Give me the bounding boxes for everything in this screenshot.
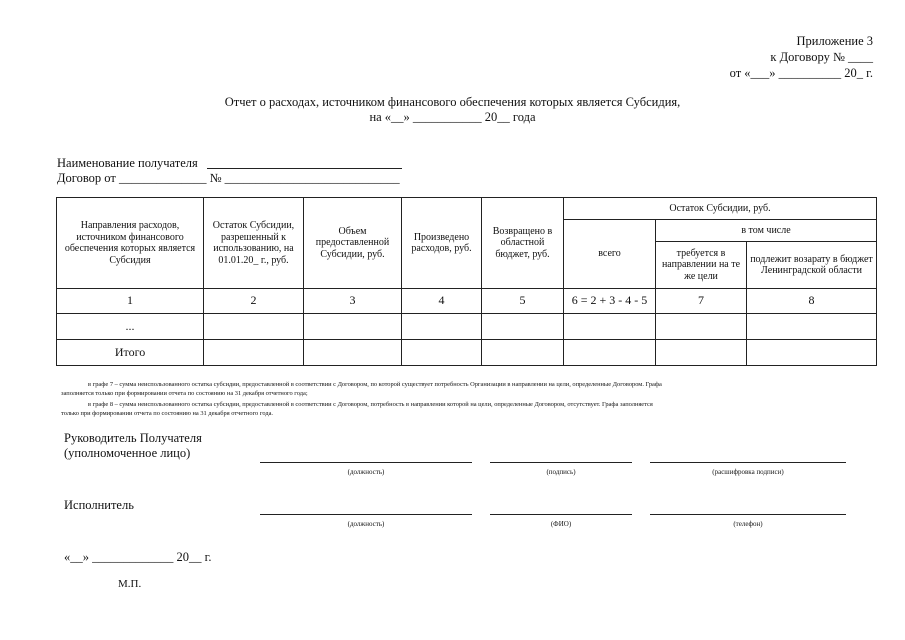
col-header-volume: Объем предоставленной Субсидии, руб.: [304, 198, 402, 289]
recipient-name-line: [207, 168, 402, 169]
contract-label: Договор от ______________ № ____________________________: [57, 171, 400, 185]
note-col8: в графе 8 – сумма неиспользованного остатка субсидии, предоставленной в соответствии с Договором, потребность в направлении которой на цели, определенные Договором, отсутствует. Графа заполняется: [88, 401, 653, 408]
report-title: Отчет о расходах, источником финансового обеспечения которых является Субсидия,: [224, 95, 681, 109]
table-cell: [402, 340, 482, 366]
col-number: 2: [204, 289, 304, 314]
col-header-returned: Возвращено в областной бюджет, руб.: [482, 198, 564, 289]
row-total-label: Итого: [57, 340, 204, 366]
executor-label: Исполнитель: [64, 498, 134, 512]
head-signature-line: [490, 462, 632, 463]
note-col8-cont: только при формировании отчета по состоянию на 31 декабря отчетного года.: [61, 410, 274, 417]
col-header-return-budget: подлежит возарату в бюджет Ленинградской области: [747, 242, 877, 289]
executor-phone-caption: (телефон): [733, 520, 763, 528]
note-col7: в графе 7 – сумма неиспользованного остатка субсидии, предоставленной в соответствии с Договором, по которой существует потребность Организации в направлении на цели, определенные Договором. Графа: [88, 381, 662, 388]
table-cell: [304, 340, 402, 366]
table-cell: [304, 314, 402, 340]
col-number: 4: [402, 289, 482, 314]
col-number: 8: [747, 289, 877, 314]
col-number: 3: [304, 289, 402, 314]
executor-position-caption: (должность): [347, 520, 385, 528]
contract-reference: к Договору № ____: [770, 50, 873, 64]
table-cell: [656, 340, 747, 366]
executor-position-line: [260, 514, 472, 515]
row-dots: ...: [57, 314, 204, 340]
col-header-remaining-group: Остаток Субсидии, руб.: [564, 198, 877, 220]
col-number: 7: [656, 289, 747, 314]
table-cell: [204, 340, 304, 366]
head-sublabel: (уполномоченное лицо): [64, 446, 191, 460]
table-cell: [564, 340, 656, 366]
table-row-numbers: [57, 289, 877, 314]
table-cell: [482, 340, 564, 366]
table-cell: [402, 314, 482, 340]
col-number: 6 = 2 + 3 - 4 - 5: [564, 289, 656, 314]
head-signature-caption: (подпись): [546, 468, 576, 476]
head-position-line: [260, 462, 472, 463]
head-label: Руководитель Получателя: [64, 431, 202, 445]
appendix-number: Приложение 3: [796, 34, 873, 48]
head-position-caption: (должность): [347, 468, 385, 476]
head-name-line: [650, 462, 846, 463]
executor-name-caption: (ФИО): [550, 520, 572, 528]
table-row-total: [57, 340, 877, 366]
col-header-including: в том числе: [656, 220, 877, 242]
table-cell: [564, 314, 656, 340]
report-date: на «__» ___________ 20__ года: [369, 110, 536, 124]
stamp-place: М.П.: [118, 578, 142, 590]
executor-name-line: [490, 514, 632, 515]
table-cell: [747, 314, 877, 340]
col-header-total: всего: [564, 220, 656, 289]
col-header-expenses: Произведено расходов, руб.: [402, 198, 482, 289]
executor-phone-line: [650, 514, 846, 515]
col-header-same-purpose: требуется в направлении на те же цели: [656, 242, 747, 289]
table-cell: [482, 314, 564, 340]
col-number: 1: [57, 289, 204, 314]
contract-date: от «___» __________ 20_ г.: [729, 66, 873, 80]
col-number: 5: [482, 289, 564, 314]
recipient-name-label: Наименование получателя: [57, 156, 198, 170]
note-col7-cont: заполняется только при формировании отчета по состоянию на 31 декабря отчетного года;: [61, 390, 308, 397]
head-name-caption: (расшифровка подписи): [712, 468, 784, 476]
report-table: [56, 197, 877, 366]
table-row: [57, 314, 877, 340]
table-cell: [204, 314, 304, 340]
signature-date: «__» _____________ 20__ г.: [64, 550, 212, 564]
col-header-balance: Остаток Субсидии, разрешенный к использованию, на 01.01.20_ г., руб.: [204, 198, 304, 289]
table-cell: [656, 314, 747, 340]
col-header-directions: Направления расходов, источником финансового обеспечения которых является Субсидия: [57, 198, 204, 289]
table-cell: [747, 340, 877, 366]
